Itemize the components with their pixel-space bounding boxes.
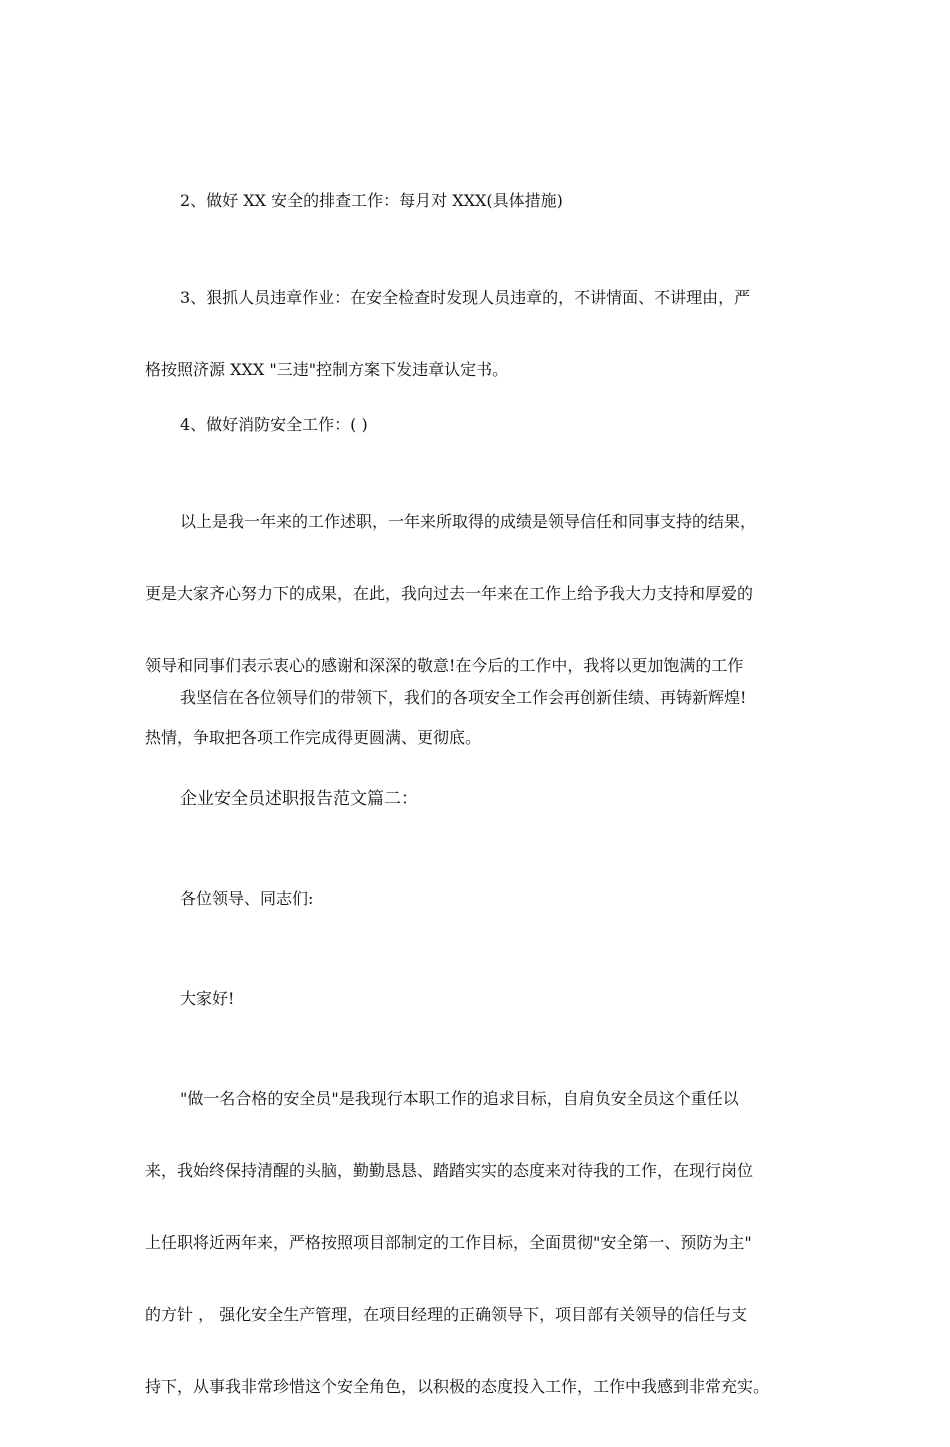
text-line: 来，我始终保持清醒的头脑，勤勤恳恳、踏踏实实的态度来对待我的工作，在现行岗位 bbox=[145, 1161, 754, 1180]
text-line: 我坚信在各位领导们的带领下，我们的各项安全工作会再创新佳绩、再铸新辉煌! bbox=[180, 688, 747, 707]
text-line: 的方针 ， 强化安全生产管理，在项目经理的正确领导下，项目部有关领导的信任与支 bbox=[145, 1305, 748, 1324]
paragraph-intro bbox=[145, 1039, 810, 1447]
text-line: 3、狠抓人员违章作业：在安全检查时发现人员违章的，不讲情面、不讲理由，严 bbox=[180, 288, 751, 307]
text-line: 上任职将近两年来，严格按照项目部制定的工作目标，全面贯彻"安全第一、预防为主" bbox=[145, 1233, 752, 1252]
text-line: 以上是我一年来的工作述职，一年来所取得的成绩是领导信任和同事支持的结果， bbox=[180, 512, 757, 531]
text-line: 热情，争取把各项工作完成得更圆满、更彻底。 bbox=[145, 728, 482, 747]
section-title: 企业安全员述职报告范文篇二： bbox=[180, 789, 418, 809]
text-line: 4、做好消防安全工作：( ) bbox=[180, 415, 368, 434]
text-line: 更是大家齐心努力下的成果，在此，我向过去一年来在工作上给予我大力支持和厚爱的 bbox=[145, 584, 754, 603]
text-line: 持下，从事我非常珍惜这个安全角色，以积极的态度投入工作，工作中我感到非常充实。 bbox=[145, 1377, 770, 1396]
text-line: 各位领导、同志们: bbox=[180, 889, 314, 908]
text-line: 大家好! bbox=[180, 989, 235, 1008]
text-line: 2、做好 XX 安全的排查工作：每月对 XXX(具体措施) bbox=[180, 191, 563, 210]
text-line: 领导和同事们表示衷心的感谢和深深的敬意!在今后的工作中，我将以更加饱满的工作 bbox=[145, 656, 744, 675]
text-line: "做一名合格的安全员"是我现行本职工作的追求目标，自肩负安全员这个重任以 bbox=[180, 1089, 739, 1108]
text-line: 格按照济源 XXX "三违"控制方案下发违章认定书。 bbox=[145, 360, 509, 379]
